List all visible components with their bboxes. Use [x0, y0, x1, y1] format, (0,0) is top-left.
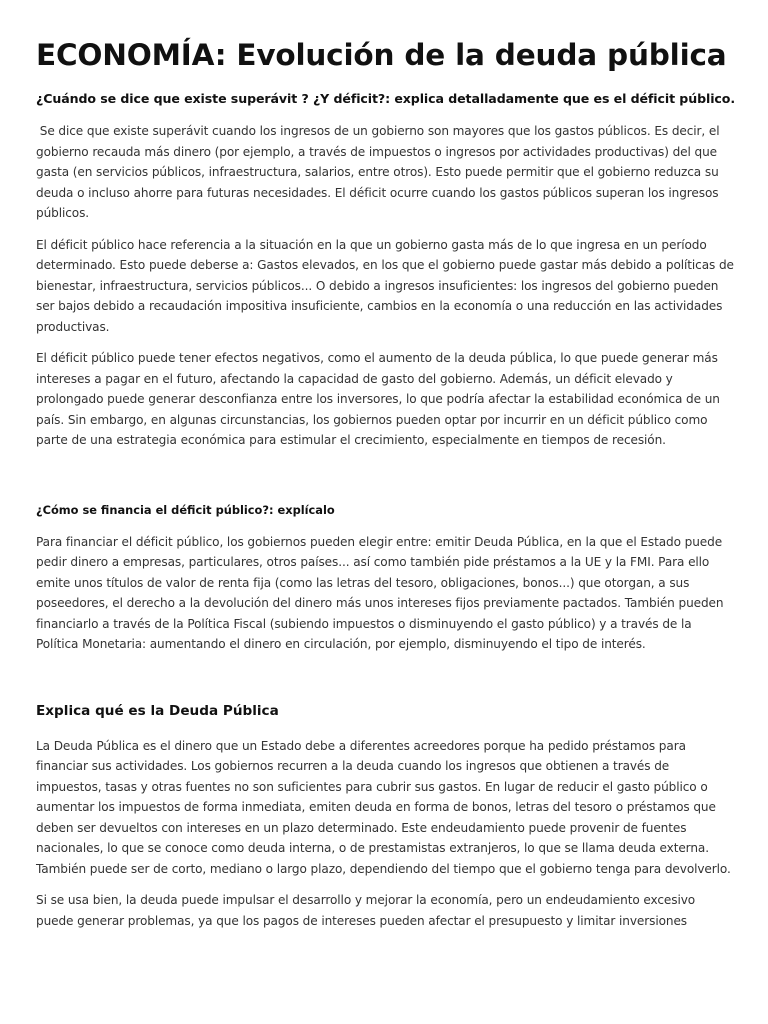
question-superavit-deficit: ¿Cuándo se dice que existe superávit ? ¿Y déficit?: explica detalladamente que es el déficit público.: [36, 91, 736, 106]
paragraph-debt-usage: Si se usa bien, la deuda puede impulsar el desarrollo y mejorar la economía, pero un endeudamiento excesivo puede generar problemas, ya que los pagos de intereses pueden afectar el presupuesto y limitar inversiones: [36, 893, 696, 928]
document-page: [36, 36, 736, 931]
question-financing: ¿Cómo se financia el déficit público?: explícalo: [36, 502, 335, 517]
heading-public-debt: Explica qué es la Deuda Pública: [36, 702, 279, 719]
paragraph-deficit-effects: El déficit público puede tener efectos negativos, como el aumento de la deuda pública, lo que puede generar más intereses a pagar en el futuro, afectando la capacidad de gasto del gobierno. Además, un déficit elevado y prolongado puede generar desconfianza entre los inversores, lo que podría afectar la estabilidad económica de un país. Sin embargo, en algunas circunstancias, los gobiernos pueden optar por incurrir en un déficit público como parte de una estrategia económica para estimular el crecimiento, especialmente en tiempos de recesión.: [36, 351, 720, 447]
paragraph-public-debt: La Deuda Pública es el dinero que un Estado debe a diferentes acreedores porque ha pedido préstamos para financiar sus actividades. Los gobiernos recurren a la deuda cuando los ingresos que obtienen a través de impuestos, tasas y otras fuentes no son suficientes para cubrir sus gastos. En lugar de reducir el gasto público o aumentar los impuestos de forma inmediata, emiten deuda en forma de bonos, letras del tesoro o préstamos que deben ser devueltos con intereses en un plazo determinado. Este endeudamiento puede provenir de fuentes nacionales, lo que se conoce como deuda interna, o de prestamistas extranjeros, lo que se llama deuda externa. También puede ser de corto, mediano o largo plazo, dependiendo del tiempo que el gobierno tenga para devolverlo.: [36, 738, 731, 876]
paragraph-superavit: Se dice que existe superávit cuando los ingresos de un gobierno son mayores que los gastos públicos. Es decir, el gobierno recauda más dinero (por ejemplo, a través de impuestos o ingresos por actividades productivas) del que gasta (en servicios públicos, infraestructura, salarios, entre otros). Esto puede permitir que el gobierno reduzca su deuda o incluso ahorre para futuras necesidades. El déficit ocurre cuando los gastos públicos superan los ingresos públicos.: [36, 124, 724, 220]
document-title: ECONOMÍA: Evolución de la deuda pública: [36, 38, 727, 72]
paragraph-deficit-definition: El déficit público hace referencia a la situación en la que un gobierno gasta más de lo que ingresa en un período determinado. Esto puede deberse a: Gastos elevados, en los que el gobierno puede gastar más debido a políticas de bienestar, infraestructura, servicios públicos... O debido a ingresos insuficientes: los ingresos del gobierno pueden ser bajos debido a recaudación impositiva insuficiente, cambios en la economía o una reducción en las actividades productivas.: [36, 237, 734, 334]
paragraph-financing: Para financiar el déficit público, los gobiernos pueden elegir entre: emitir Deuda Pública, en la que el Estado puede pedir dinero a empresas, particulares, otros países... así como también pide préstamos a la UE y la FMI. Para ello emite unos títulos de valor de renta fija (como las letras del tesoro, obligaciones, bonos...) que otorgan, a sus poseedores, el derecho a la devolución del dinero más unos intereses fijos previamente pactados. También pueden financiarlo a través de la Política Fiscal (subiendo impuestos o disminuyendo el gasto público) y a través de la Política Monetaria: aumentando el dinero en circulación, por ejemplo, disminuyendo el tipo de interés.: [36, 534, 724, 651]
